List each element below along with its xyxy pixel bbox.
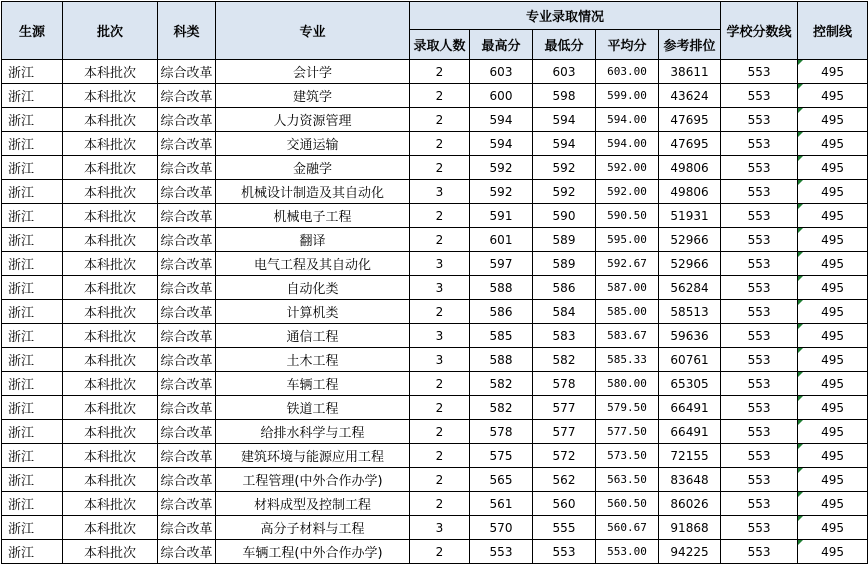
cell-avg: 590.50 bbox=[596, 204, 659, 228]
cell-rank: 59636 bbox=[659, 324, 721, 348]
cell-source: 浙江 bbox=[2, 300, 63, 324]
cell-batch: 本科批次 bbox=[63, 180, 158, 204]
cell-school-line: 553 bbox=[721, 204, 798, 228]
cell-min: 582 bbox=[533, 348, 596, 372]
cell-max: 582 bbox=[470, 372, 533, 396]
cell-category: 综合改革 bbox=[158, 300, 216, 324]
cell-max: 594 bbox=[470, 132, 533, 156]
cell-admitted: 3 bbox=[410, 324, 470, 348]
cell-rank: 58513 bbox=[659, 300, 721, 324]
cell-batch: 本科批次 bbox=[63, 60, 158, 84]
header-school-line: 学校分数线 bbox=[721, 2, 798, 60]
cell-batch: 本科批次 bbox=[63, 228, 158, 252]
cell-control-line: 495 bbox=[798, 180, 868, 204]
cell-admitted: 2 bbox=[410, 540, 470, 564]
cell-major: 土木工程 bbox=[216, 348, 410, 372]
cell-school-line: 553 bbox=[721, 492, 798, 516]
cell-rank: 38611 bbox=[659, 60, 721, 84]
table-row bbox=[2, 276, 868, 300]
cell-max: 588 bbox=[470, 276, 533, 300]
cell-batch: 本科批次 bbox=[63, 84, 158, 108]
cell-min: 592 bbox=[533, 180, 596, 204]
cell-major: 车辆工程 bbox=[216, 372, 410, 396]
cell-admitted: 2 bbox=[410, 228, 470, 252]
cell-avg: 592.00 bbox=[596, 156, 659, 180]
cell-avg: 594.00 bbox=[596, 132, 659, 156]
cell-avg: 563.50 bbox=[596, 468, 659, 492]
cell-rank: 65305 bbox=[659, 372, 721, 396]
cell-school-line: 553 bbox=[721, 420, 798, 444]
header-source: 生源 bbox=[2, 2, 63, 60]
table-row bbox=[2, 420, 868, 444]
cell-control-line: 495 bbox=[798, 492, 868, 516]
cell-category: 综合改革 bbox=[158, 156, 216, 180]
cell-max: 565 bbox=[470, 468, 533, 492]
cell-control-line: 495 bbox=[798, 348, 868, 372]
cell-admitted: 2 bbox=[410, 444, 470, 468]
cell-category: 综合改革 bbox=[158, 492, 216, 516]
cell-school-line: 553 bbox=[721, 132, 798, 156]
cell-category: 综合改革 bbox=[158, 204, 216, 228]
cell-source: 浙江 bbox=[2, 396, 63, 420]
cell-max: 585 bbox=[470, 324, 533, 348]
cell-batch: 本科批次 bbox=[63, 468, 158, 492]
cell-admitted: 3 bbox=[410, 252, 470, 276]
cell-max: 588 bbox=[470, 348, 533, 372]
cell-source: 浙江 bbox=[2, 180, 63, 204]
table-row bbox=[2, 60, 868, 84]
cell-min: 577 bbox=[533, 420, 596, 444]
cell-max: 582 bbox=[470, 396, 533, 420]
cell-major: 高分子材料与工程 bbox=[216, 516, 410, 540]
cell-min: 572 bbox=[533, 444, 596, 468]
cell-major: 铁道工程 bbox=[216, 396, 410, 420]
header-admitted: 录取人数 bbox=[410, 30, 470, 60]
cell-max: 601 bbox=[470, 228, 533, 252]
cell-max: 597 bbox=[470, 252, 533, 276]
cell-school-line: 553 bbox=[721, 252, 798, 276]
cell-school-line: 553 bbox=[721, 180, 798, 204]
table-row bbox=[2, 204, 868, 228]
cell-batch: 本科批次 bbox=[63, 204, 158, 228]
cell-source: 浙江 bbox=[2, 444, 63, 468]
cell-min: 589 bbox=[533, 228, 596, 252]
cell-major: 建筑环境与能源应用工程 bbox=[216, 444, 410, 468]
cell-min: 583 bbox=[533, 324, 596, 348]
cell-school-line: 553 bbox=[721, 516, 798, 540]
cell-min: 578 bbox=[533, 372, 596, 396]
cell-max: 586 bbox=[470, 300, 533, 324]
cell-school-line: 553 bbox=[721, 108, 798, 132]
cell-source: 浙江 bbox=[2, 252, 63, 276]
cell-school-line: 553 bbox=[721, 348, 798, 372]
cell-rank: 49806 bbox=[659, 180, 721, 204]
cell-category: 综合改革 bbox=[158, 396, 216, 420]
cell-major: 机械设计制造及其自动化 bbox=[216, 180, 410, 204]
cell-min: 555 bbox=[533, 516, 596, 540]
cell-avg: 553.00 bbox=[596, 540, 659, 564]
cell-admitted: 2 bbox=[410, 132, 470, 156]
cell-min: 584 bbox=[533, 300, 596, 324]
cell-avg: 599.00 bbox=[596, 84, 659, 108]
cell-max: 594 bbox=[470, 108, 533, 132]
cell-avg: 577.50 bbox=[596, 420, 659, 444]
cell-category: 综合改革 bbox=[158, 180, 216, 204]
cell-rank: 47695 bbox=[659, 132, 721, 156]
cell-min: 594 bbox=[533, 132, 596, 156]
cell-control-line: 495 bbox=[798, 108, 868, 132]
cell-major: 人力资源管理 bbox=[216, 108, 410, 132]
cell-control-line: 495 bbox=[798, 324, 868, 348]
cell-min: 589 bbox=[533, 252, 596, 276]
table-row bbox=[2, 84, 868, 108]
cell-max: 570 bbox=[470, 516, 533, 540]
cell-category: 综合改革 bbox=[158, 324, 216, 348]
cell-source: 浙江 bbox=[2, 108, 63, 132]
table-row bbox=[2, 180, 868, 204]
header-min: 最低分 bbox=[533, 30, 596, 60]
cell-source: 浙江 bbox=[2, 348, 63, 372]
cell-control-line: 495 bbox=[798, 516, 868, 540]
cell-avg: 560.67 bbox=[596, 516, 659, 540]
cell-admitted: 2 bbox=[410, 60, 470, 84]
cell-source: 浙江 bbox=[2, 468, 63, 492]
admission-table bbox=[1, 1, 868, 564]
header-major: 专业 bbox=[216, 2, 410, 60]
cell-category: 综合改革 bbox=[158, 444, 216, 468]
cell-min: 598 bbox=[533, 84, 596, 108]
cell-school-line: 553 bbox=[721, 324, 798, 348]
cell-category: 综合改革 bbox=[158, 228, 216, 252]
cell-major: 会计学 bbox=[216, 60, 410, 84]
cell-avg: 594.00 bbox=[596, 108, 659, 132]
header-batch: 批次 bbox=[63, 2, 158, 60]
cell-avg: 560.50 bbox=[596, 492, 659, 516]
cell-category: 综合改革 bbox=[158, 540, 216, 564]
cell-major: 电气工程及其自动化 bbox=[216, 252, 410, 276]
cell-category: 综合改革 bbox=[158, 252, 216, 276]
cell-rank: 83648 bbox=[659, 468, 721, 492]
cell-category: 综合改革 bbox=[158, 468, 216, 492]
cell-min: 594 bbox=[533, 108, 596, 132]
cell-control-line: 495 bbox=[798, 420, 868, 444]
cell-school-line: 553 bbox=[721, 540, 798, 564]
cell-source: 浙江 bbox=[2, 204, 63, 228]
cell-batch: 本科批次 bbox=[63, 276, 158, 300]
cell-major: 金融学 bbox=[216, 156, 410, 180]
cell-max: 561 bbox=[470, 492, 533, 516]
header-max: 最高分 bbox=[470, 30, 533, 60]
cell-major: 计算机类 bbox=[216, 300, 410, 324]
cell-rank: 52966 bbox=[659, 252, 721, 276]
cell-control-line: 495 bbox=[798, 444, 868, 468]
cell-max: 592 bbox=[470, 156, 533, 180]
cell-admitted: 2 bbox=[410, 396, 470, 420]
table-row bbox=[2, 540, 868, 564]
cell-category: 综合改革 bbox=[158, 372, 216, 396]
cell-max: 591 bbox=[470, 204, 533, 228]
cell-min: 562 bbox=[533, 468, 596, 492]
cell-category: 综合改革 bbox=[158, 84, 216, 108]
cell-batch: 本科批次 bbox=[63, 324, 158, 348]
cell-admitted: 3 bbox=[410, 348, 470, 372]
cell-min: 560 bbox=[533, 492, 596, 516]
cell-school-line: 553 bbox=[721, 84, 798, 108]
cell-rank: 66491 bbox=[659, 396, 721, 420]
cell-max: 553 bbox=[470, 540, 533, 564]
cell-max: 603 bbox=[470, 60, 533, 84]
cell-control-line: 495 bbox=[798, 156, 868, 180]
cell-admitted: 2 bbox=[410, 84, 470, 108]
cell-major: 机械电子工程 bbox=[216, 204, 410, 228]
cell-batch: 本科批次 bbox=[63, 108, 158, 132]
cell-school-line: 553 bbox=[721, 372, 798, 396]
cell-category: 综合改革 bbox=[158, 348, 216, 372]
table-row bbox=[2, 108, 868, 132]
cell-batch: 本科批次 bbox=[63, 516, 158, 540]
cell-source: 浙江 bbox=[2, 276, 63, 300]
cell-source: 浙江 bbox=[2, 372, 63, 396]
cell-min: 592 bbox=[533, 156, 596, 180]
cell-school-line: 553 bbox=[721, 468, 798, 492]
cell-school-line: 553 bbox=[721, 60, 798, 84]
cell-avg: 587.00 bbox=[596, 276, 659, 300]
cell-control-line: 495 bbox=[798, 132, 868, 156]
cell-max: 575 bbox=[470, 444, 533, 468]
table-row bbox=[2, 300, 868, 324]
cell-admitted: 3 bbox=[410, 180, 470, 204]
cell-rank: 72155 bbox=[659, 444, 721, 468]
cell-avg: 580.00 bbox=[596, 372, 659, 396]
cell-batch: 本科批次 bbox=[63, 540, 158, 564]
cell-category: 综合改革 bbox=[158, 60, 216, 84]
cell-batch: 本科批次 bbox=[63, 300, 158, 324]
cell-school-line: 553 bbox=[721, 396, 798, 420]
cell-rank: 60761 bbox=[659, 348, 721, 372]
cell-admitted: 2 bbox=[410, 300, 470, 324]
cell-batch: 本科批次 bbox=[63, 252, 158, 276]
cell-avg: 592.00 bbox=[596, 180, 659, 204]
cell-source: 浙江 bbox=[2, 84, 63, 108]
cell-admitted: 2 bbox=[410, 156, 470, 180]
cell-avg: 573.50 bbox=[596, 444, 659, 468]
cell-avg: 595.00 bbox=[596, 228, 659, 252]
cell-control-line: 495 bbox=[798, 540, 868, 564]
cell-category: 综合改革 bbox=[158, 132, 216, 156]
cell-max: 592 bbox=[470, 180, 533, 204]
header-avg: 平均分 bbox=[596, 30, 659, 60]
cell-min: 577 bbox=[533, 396, 596, 420]
cell-rank: 94225 bbox=[659, 540, 721, 564]
cell-category: 综合改革 bbox=[158, 420, 216, 444]
cell-control-line: 495 bbox=[798, 84, 868, 108]
cell-min: 590 bbox=[533, 204, 596, 228]
cell-school-line: 553 bbox=[721, 228, 798, 252]
cell-category: 综合改革 bbox=[158, 516, 216, 540]
cell-rank: 86026 bbox=[659, 492, 721, 516]
cell-major: 建筑学 bbox=[216, 84, 410, 108]
table-row bbox=[2, 396, 868, 420]
cell-batch: 本科批次 bbox=[63, 420, 158, 444]
cell-category: 综合改革 bbox=[158, 108, 216, 132]
table-row bbox=[2, 372, 868, 396]
cell-school-line: 553 bbox=[721, 156, 798, 180]
cell-admitted: 2 bbox=[410, 108, 470, 132]
cell-max: 578 bbox=[470, 420, 533, 444]
cell-max: 600 bbox=[470, 84, 533, 108]
cell-avg: 579.50 bbox=[596, 396, 659, 420]
cell-avg: 592.67 bbox=[596, 252, 659, 276]
cell-major: 翻译 bbox=[216, 228, 410, 252]
cell-source: 浙江 bbox=[2, 132, 63, 156]
cell-admitted: 3 bbox=[410, 276, 470, 300]
cell-rank: 49806 bbox=[659, 156, 721, 180]
cell-avg: 583.67 bbox=[596, 324, 659, 348]
table-row bbox=[2, 132, 868, 156]
cell-control-line: 495 bbox=[798, 276, 868, 300]
cell-rank: 43624 bbox=[659, 84, 721, 108]
cell-min: 586 bbox=[533, 276, 596, 300]
cell-source: 浙江 bbox=[2, 156, 63, 180]
table-row bbox=[2, 324, 868, 348]
cell-source: 浙江 bbox=[2, 228, 63, 252]
cell-major: 工程管理(中外合作办学) bbox=[216, 468, 410, 492]
cell-school-line: 553 bbox=[721, 444, 798, 468]
cell-control-line: 495 bbox=[798, 396, 868, 420]
cell-rank: 91868 bbox=[659, 516, 721, 540]
table-row bbox=[2, 156, 868, 180]
table-row bbox=[2, 348, 868, 372]
cell-control-line: 495 bbox=[798, 300, 868, 324]
table-header bbox=[2, 2, 868, 60]
cell-control-line: 495 bbox=[798, 204, 868, 228]
table-body bbox=[2, 60, 868, 564]
cell-control-line: 495 bbox=[798, 252, 868, 276]
cell-avg: 585.00 bbox=[596, 300, 659, 324]
cell-admitted: 2 bbox=[410, 372, 470, 396]
cell-batch: 本科批次 bbox=[63, 156, 158, 180]
cell-rank: 51931 bbox=[659, 204, 721, 228]
cell-batch: 本科批次 bbox=[63, 372, 158, 396]
cell-admitted: 2 bbox=[410, 420, 470, 444]
cell-school-line: 553 bbox=[721, 300, 798, 324]
cell-major: 材料成型及控制工程 bbox=[216, 492, 410, 516]
cell-rank: 56284 bbox=[659, 276, 721, 300]
table-row bbox=[2, 492, 868, 516]
cell-major: 自动化类 bbox=[216, 276, 410, 300]
table-row bbox=[2, 516, 868, 540]
cell-rank: 52966 bbox=[659, 228, 721, 252]
cell-control-line: 495 bbox=[798, 372, 868, 396]
table-row bbox=[2, 444, 868, 468]
cell-admitted: 2 bbox=[410, 492, 470, 516]
cell-avg: 585.33 bbox=[596, 348, 659, 372]
cell-source: 浙江 bbox=[2, 540, 63, 564]
header-control-line: 控制线 bbox=[798, 2, 868, 60]
cell-control-line: 495 bbox=[798, 468, 868, 492]
cell-source: 浙江 bbox=[2, 60, 63, 84]
cell-source: 浙江 bbox=[2, 516, 63, 540]
cell-control-line: 495 bbox=[798, 228, 868, 252]
cell-major: 交通运输 bbox=[216, 132, 410, 156]
cell-source: 浙江 bbox=[2, 492, 63, 516]
cell-batch: 本科批次 bbox=[63, 444, 158, 468]
cell-control-line: 495 bbox=[798, 60, 868, 84]
header-admission-group: 专业录取情况 bbox=[410, 2, 721, 30]
cell-batch: 本科批次 bbox=[63, 396, 158, 420]
cell-category: 综合改革 bbox=[158, 276, 216, 300]
table-row bbox=[2, 228, 868, 252]
cell-batch: 本科批次 bbox=[63, 348, 158, 372]
cell-source: 浙江 bbox=[2, 324, 63, 348]
cell-admitted: 2 bbox=[410, 204, 470, 228]
cell-batch: 本科批次 bbox=[63, 492, 158, 516]
cell-avg: 603.00 bbox=[596, 60, 659, 84]
cell-admitted: 2 bbox=[410, 468, 470, 492]
cell-rank: 47695 bbox=[659, 108, 721, 132]
cell-min: 553 bbox=[533, 540, 596, 564]
cell-batch: 本科批次 bbox=[63, 132, 158, 156]
table-row bbox=[2, 252, 868, 276]
cell-source: 浙江 bbox=[2, 420, 63, 444]
cell-major: 给排水科学与工程 bbox=[216, 420, 410, 444]
header-category: 科类 bbox=[158, 2, 216, 60]
cell-major: 通信工程 bbox=[216, 324, 410, 348]
cell-min: 603 bbox=[533, 60, 596, 84]
table-row bbox=[2, 468, 868, 492]
cell-school-line: 553 bbox=[721, 276, 798, 300]
cell-rank: 66491 bbox=[659, 420, 721, 444]
header-rank: 参考排位 bbox=[659, 30, 721, 60]
cell-major: 车辆工程(中外合作办学) bbox=[216, 540, 410, 564]
cell-admitted: 3 bbox=[410, 516, 470, 540]
